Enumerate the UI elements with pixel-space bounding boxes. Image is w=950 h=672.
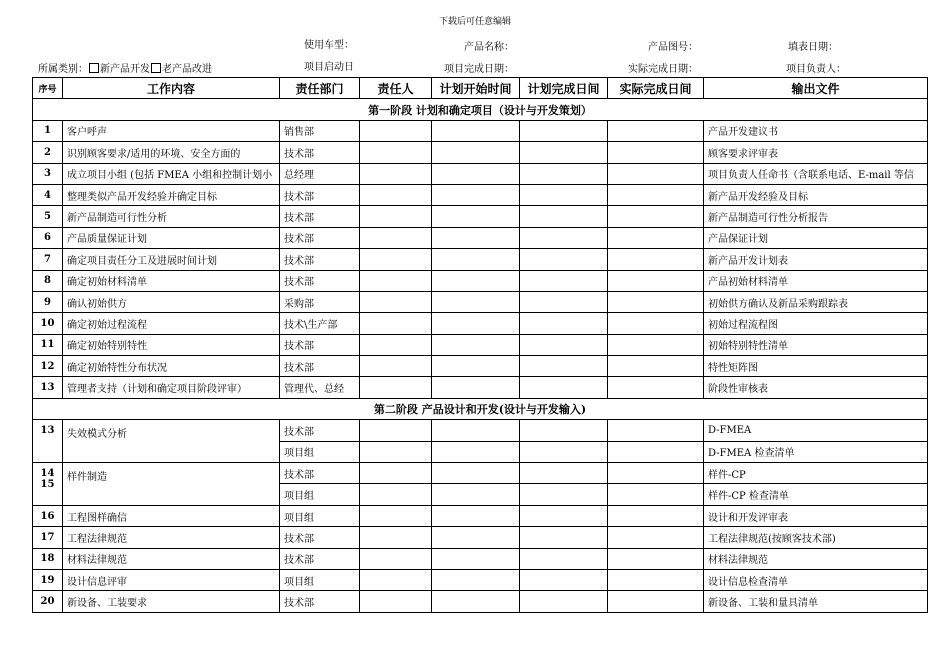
row-plan-finish[interactable] xyxy=(520,527,608,548)
row-task[interactable]: 失效模式分析 xyxy=(63,420,280,463)
row-no: 5 xyxy=(33,206,63,227)
col-header-person: 责任人 xyxy=(360,78,432,99)
row-output[interactable]: D-FMEA 检查清单 xyxy=(704,441,928,462)
row-actual-finish[interactable] xyxy=(608,591,704,612)
table-row xyxy=(33,569,928,590)
row-dept[interactable]: 技术部 xyxy=(280,334,360,355)
row-dept[interactable]: 项目组 xyxy=(280,569,360,590)
row-plan-start[interactable] xyxy=(432,270,520,291)
col-header-output: 输出文件 xyxy=(704,78,928,99)
row-no: 18 xyxy=(33,548,63,569)
row-actual-finish[interactable] xyxy=(608,227,704,248)
row-task[interactable]: 新设备、工装要求 xyxy=(63,591,280,612)
row-dept[interactable]: 销售部 xyxy=(280,120,360,141)
row-no: 13 xyxy=(33,377,63,398)
row-actual-finish[interactable] xyxy=(608,569,704,590)
row-output[interactable]: 样件-CP 检查清单 xyxy=(704,484,928,505)
row-task[interactable]: 确定初始特性分布状况 xyxy=(63,356,280,377)
row-actual-finish[interactable] xyxy=(608,484,704,505)
table-row xyxy=(33,270,928,291)
row-plan-finish[interactable] xyxy=(520,548,608,569)
row-person[interactable] xyxy=(360,527,432,548)
row-output[interactable]: 材料法律规范 xyxy=(704,548,928,569)
category-label: 所属类别： xyxy=(38,64,88,75)
row-no: 12 xyxy=(33,356,63,377)
stage1-title: 第一阶段 计划和确定项目（设计与开发策划） xyxy=(33,99,928,120)
row-output[interactable]: 新设备、工装和量具清单 xyxy=(704,591,928,612)
row-actual-finish[interactable] xyxy=(608,249,704,270)
table-row xyxy=(33,548,928,569)
row-output[interactable]: 设计信息检查清单 xyxy=(704,569,928,590)
row-plan-start[interactable] xyxy=(432,291,520,312)
table-row xyxy=(33,334,928,355)
row-plan-start[interactable] xyxy=(432,548,520,569)
table-row xyxy=(33,591,928,612)
row-task[interactable]: 工程图样确信 xyxy=(63,505,280,526)
row-task[interactable]: 产品质量保证计划 xyxy=(63,227,280,248)
row-actual-finish[interactable] xyxy=(608,334,704,355)
row-output[interactable]: 产品保证计划 xyxy=(704,227,928,248)
row-no: 16 xyxy=(33,505,63,526)
row-actual-finish[interactable] xyxy=(608,548,704,569)
row-actual-finish[interactable] xyxy=(608,184,704,205)
row-dept[interactable]: 技术部 xyxy=(280,356,360,377)
row-no: 17 xyxy=(33,527,63,548)
row-person[interactable] xyxy=(360,291,432,312)
row-no: 8 xyxy=(33,270,63,291)
row-person[interactable] xyxy=(360,313,432,334)
row-task[interactable]: 确认初始供方 xyxy=(63,291,280,312)
row-dept[interactable]: 技术部 xyxy=(280,249,360,270)
row-person[interactable] xyxy=(360,270,432,291)
row-plan-start[interactable] xyxy=(432,356,520,377)
row-task[interactable]: 样件制造 xyxy=(63,463,280,506)
row-actual-finish[interactable] xyxy=(608,163,704,184)
table-row xyxy=(33,120,928,141)
table-row xyxy=(33,163,928,184)
row-person[interactable] xyxy=(360,505,432,526)
stage1-rows xyxy=(33,120,928,398)
row-dept[interactable]: 项目组 xyxy=(280,505,360,526)
new-product-checkbox[interactable] xyxy=(89,63,99,73)
work-plan-table xyxy=(32,77,928,613)
row-plan-finish[interactable] xyxy=(520,163,608,184)
row-person[interactable] xyxy=(360,120,432,141)
new-product-option: 新产品开发 xyxy=(100,64,150,75)
row-person[interactable] xyxy=(360,334,432,355)
row-dept[interactable]: 技术部 xyxy=(280,142,360,163)
row-plan-finish[interactable] xyxy=(520,313,608,334)
row-person[interactable] xyxy=(360,441,432,462)
table-header-row xyxy=(33,78,928,99)
row-person[interactable] xyxy=(360,184,432,205)
row-plan-finish[interactable] xyxy=(520,441,608,462)
row-actual-finish[interactable] xyxy=(608,505,704,526)
row-actual-finish[interactable] xyxy=(608,420,704,441)
row-output[interactable]: 工程法律规范(按顾客技术部) xyxy=(704,527,928,548)
project-start-label: 项目启动日 xyxy=(304,62,354,73)
row-task[interactable]: 识别顾客要求/适用的环境、安全方面的 xyxy=(63,142,280,163)
col-header-plan-finish: 计划完成日间 xyxy=(520,78,608,99)
row-task[interactable]: 设计信息评审 xyxy=(63,569,280,590)
table-row xyxy=(33,313,928,334)
row-task[interactable]: 工程法律规范 xyxy=(63,527,280,548)
row-no: 19 xyxy=(33,569,63,590)
row-output[interactable]: 样件-CP xyxy=(704,463,928,484)
row-plan-finish[interactable] xyxy=(520,142,608,163)
row-output[interactable]: 设计和开发评审表 xyxy=(704,505,928,526)
row-no: 6 xyxy=(33,227,63,248)
row-person[interactable] xyxy=(360,463,432,484)
row-person[interactable] xyxy=(360,356,432,377)
row-plan-finish[interactable] xyxy=(520,463,608,484)
row-actual-finish[interactable] xyxy=(608,527,704,548)
row-plan-finish[interactable] xyxy=(520,270,608,291)
row-actual-finish[interactable] xyxy=(608,356,704,377)
row-task[interactable]: 新产品制造可行性分析 xyxy=(63,206,280,227)
row-dept[interactable]: 技术部 xyxy=(280,548,360,569)
row-output[interactable]: 产品开发建议书 xyxy=(704,120,928,141)
row-task[interactable]: 确定初始特别特性 xyxy=(63,334,280,355)
row-dept[interactable]: 技术部 xyxy=(280,527,360,548)
row-task[interactable]: 确定项目责任分工及进展时间计划 xyxy=(63,249,280,270)
row-dept[interactable]: 技术部 xyxy=(280,206,360,227)
table-row xyxy=(33,291,928,312)
vehicle-label: 使用车型： xyxy=(304,40,354,51)
drawing-no-label: 产品图号： xyxy=(648,42,698,53)
row-no-second: 15 xyxy=(40,479,55,491)
row-plan-finish[interactable] xyxy=(520,420,608,441)
row-output[interactable]: 新产品开发计划表 xyxy=(704,249,928,270)
row-plan-finish[interactable] xyxy=(520,505,608,526)
row-person[interactable] xyxy=(360,249,432,270)
table-row xyxy=(33,356,928,377)
row-output[interactable]: 产品初始材料清单 xyxy=(704,270,928,291)
stage2-title: 第二阶段 产品设计和开发(设计与开发输入) xyxy=(33,398,928,419)
row-plan-start[interactable] xyxy=(432,120,520,141)
project-owner-label: 项目负责人： xyxy=(786,64,846,75)
row-dept[interactable]: 项目组 xyxy=(280,484,360,505)
row-dept[interactable]: 技术部 xyxy=(280,184,360,205)
row-dept[interactable]: 技术部 xyxy=(280,463,360,484)
row-plan-finish[interactable] xyxy=(520,227,608,248)
row-plan-start[interactable] xyxy=(432,313,520,334)
row-plan-start[interactable] xyxy=(432,420,520,441)
row-plan-start[interactable] xyxy=(432,227,520,248)
table-row xyxy=(33,377,928,398)
col-header-plan-start: 计划开始时间 xyxy=(432,78,520,99)
row-task[interactable]: 客户呼声 xyxy=(63,120,280,141)
row-actual-finish[interactable] xyxy=(608,441,704,462)
row-task[interactable]: 确定初始过程流程 xyxy=(63,313,280,334)
row-no: 1 xyxy=(33,120,63,141)
row-dept[interactable]: 技术部 xyxy=(280,227,360,248)
row-plan-finish[interactable] xyxy=(520,291,608,312)
row-output[interactable]: 新产品制造可行性分析报告 xyxy=(704,206,928,227)
row-plan-start[interactable] xyxy=(432,184,520,205)
row-plan-start[interactable] xyxy=(432,249,520,270)
stage-row xyxy=(33,99,928,120)
row-no: 11 xyxy=(33,334,63,355)
row-output[interactable]: 特性矩阵图 xyxy=(704,356,928,377)
row-plan-finish[interactable] xyxy=(520,356,608,377)
row-plan-finish[interactable] xyxy=(520,184,608,205)
row-plan-finish[interactable] xyxy=(520,569,608,590)
row-plan-start[interactable] xyxy=(432,505,520,526)
row-dept[interactable]: 总经理 xyxy=(280,163,360,184)
row-actual-finish[interactable] xyxy=(608,377,704,398)
row-output[interactable]: D-FMEA xyxy=(704,420,928,441)
table-row xyxy=(33,249,928,270)
row-actual-finish[interactable] xyxy=(608,206,704,227)
row-dept[interactable]: 采购部 xyxy=(280,291,360,312)
row-person[interactable] xyxy=(360,548,432,569)
row-task[interactable]: 成立项目小组 (包括 FMEA 小组和控制计划小 xyxy=(63,163,280,184)
row-no xyxy=(33,463,63,506)
stage-row xyxy=(33,398,928,419)
row-no: 9 xyxy=(33,291,63,312)
row-task[interactable]: 管理者支持（计划和确定项目阶段评审） xyxy=(63,377,280,398)
col-header-task: 工作内容 xyxy=(63,78,280,99)
row-output[interactable]: 初始过程流程图 xyxy=(704,313,928,334)
row-plan-finish[interactable] xyxy=(520,249,608,270)
row-actual-finish[interactable] xyxy=(608,270,704,291)
row-plan-start[interactable] xyxy=(432,377,520,398)
row-plan-finish[interactable] xyxy=(520,591,608,612)
row-plan-finish[interactable] xyxy=(520,206,608,227)
row-person[interactable] xyxy=(360,569,432,590)
row-plan-start[interactable] xyxy=(432,463,520,484)
row-dept[interactable]: 管理代、总经 xyxy=(280,377,360,398)
row-plan-start[interactable] xyxy=(432,142,520,163)
row-output[interactable]: 新产品开发经验及目标 xyxy=(704,184,928,205)
row-task[interactable]: 确定初始材料清单 xyxy=(63,270,280,291)
row-plan-finish[interactable] xyxy=(520,484,608,505)
row-output[interactable]: 阶段性审核表 xyxy=(704,377,928,398)
row-person[interactable] xyxy=(360,484,432,505)
row-person[interactable] xyxy=(360,420,432,441)
row-plan-start[interactable] xyxy=(432,334,520,355)
category-field xyxy=(38,60,212,75)
row-person[interactable] xyxy=(360,591,432,612)
row-task[interactable]: 整理类似产品开发经验并确定目标 xyxy=(63,184,280,205)
old-product-option: 老产品改进 xyxy=(162,64,212,75)
row-output[interactable]: 初始供方确认及新品采购跟踪表 xyxy=(704,291,928,312)
row-no: 10 xyxy=(33,313,63,334)
fill-date-label: 填表日期： xyxy=(788,42,838,53)
row-dept[interactable]: 项目组 xyxy=(280,441,360,462)
table-row xyxy=(33,206,928,227)
row-plan-start[interactable] xyxy=(432,484,520,505)
row-no: 20 xyxy=(33,591,63,612)
col-header-actual-finish: 实际完成日间 xyxy=(608,78,704,99)
row-task[interactable]: 材料法律规范 xyxy=(63,548,280,569)
row-actual-finish[interactable] xyxy=(608,463,704,484)
row-dept[interactable]: 技术\生产部 xyxy=(280,313,360,334)
row-output[interactable]: 顾客要求评审表 xyxy=(704,142,928,163)
stage2-rows xyxy=(33,505,928,612)
col-header-no: 序号 xyxy=(33,78,63,99)
table-row xyxy=(33,505,928,526)
table-row xyxy=(33,184,928,205)
top-note: 下载后可任意编辑 xyxy=(438,17,511,27)
row-no: 2 xyxy=(33,142,63,163)
table-row xyxy=(33,142,928,163)
row-plan-start[interactable] xyxy=(432,206,520,227)
row-plan-start[interactable] xyxy=(432,163,520,184)
product-name-label: 产品名称： xyxy=(464,42,514,53)
row-plan-start[interactable] xyxy=(432,569,520,590)
row-no: 13 xyxy=(33,420,63,463)
row-plan-start[interactable] xyxy=(432,441,520,462)
table-row xyxy=(33,527,928,548)
row-plan-start[interactable] xyxy=(432,527,520,548)
row-dept[interactable]: 技术部 xyxy=(280,591,360,612)
table-row xyxy=(33,227,928,248)
row-actual-finish[interactable] xyxy=(608,142,704,163)
row-plan-finish[interactable] xyxy=(520,334,608,355)
row-output[interactable]: 项目负责人任命书（含联系电话、E-mail 等信 xyxy=(704,163,928,184)
row-person[interactable] xyxy=(360,142,432,163)
row-no: 3 xyxy=(33,163,63,184)
row-dept[interactable]: 技术部 xyxy=(280,270,360,291)
col-header-dept: 责任部门 xyxy=(280,78,360,99)
row-person[interactable] xyxy=(360,163,432,184)
project-complete-label: 项目完成日期： xyxy=(444,64,514,75)
row-no: 7 xyxy=(33,249,63,270)
row-output[interactable]: 初始特别特性清单 xyxy=(704,334,928,355)
row-person[interactable] xyxy=(360,377,432,398)
table-row xyxy=(33,420,928,441)
old-product-checkbox[interactable] xyxy=(151,63,161,73)
row-dept[interactable]: 技术部 xyxy=(280,420,360,441)
row-actual-finish[interactable] xyxy=(608,313,704,334)
row-plan-start[interactable] xyxy=(432,591,520,612)
row-actual-finish[interactable] xyxy=(608,120,704,141)
row-plan-finish[interactable] xyxy=(520,120,608,141)
row-plan-finish[interactable] xyxy=(520,377,608,398)
table-row xyxy=(33,463,928,484)
actual-complete-label: 实际完成日期： xyxy=(628,64,698,75)
row-person[interactable] xyxy=(360,227,432,248)
row-no: 4 xyxy=(33,184,63,205)
row-actual-finish[interactable] xyxy=(608,291,704,312)
row-person[interactable] xyxy=(360,206,432,227)
row-no-first: 14 xyxy=(40,468,55,480)
